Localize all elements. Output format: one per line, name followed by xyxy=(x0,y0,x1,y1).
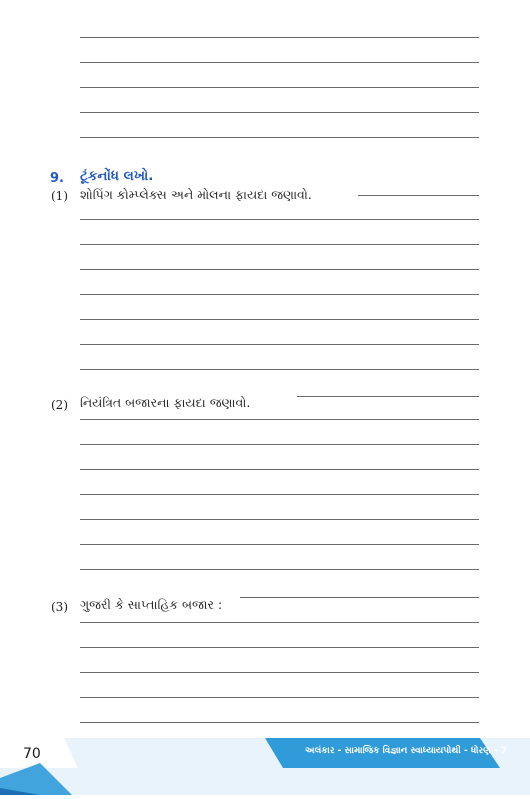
writing-line xyxy=(80,269,479,270)
writing-line xyxy=(80,369,479,370)
writing-line xyxy=(80,569,479,570)
subquestion-number: (3) xyxy=(51,600,68,614)
answer-line-inline xyxy=(358,195,479,196)
writing-line xyxy=(80,87,479,88)
question-number: 9. xyxy=(50,171,64,186)
subquestion-text: શોપિંગ કોમ્પ્લેક્સ અને મોલના ફાયદા જણાવો. xyxy=(80,187,312,202)
subquestion-text: નિયંત્રિત બજારના ફાયદા જણાવો. xyxy=(80,395,251,410)
writing-line xyxy=(80,344,479,345)
writing-line xyxy=(80,494,479,495)
writing-line xyxy=(80,697,479,698)
writing-line xyxy=(80,444,479,445)
subquestion-text: ગુજરી કે સાપ્તાહિક બજાર : xyxy=(80,597,223,612)
writing-line xyxy=(80,62,479,63)
writing-line xyxy=(80,544,479,545)
writing-line xyxy=(80,672,479,673)
writing-line xyxy=(80,294,479,295)
writing-line xyxy=(80,419,479,420)
page-footer xyxy=(0,738,530,795)
writing-line xyxy=(80,112,479,113)
writing-line xyxy=(80,219,479,220)
writing-line xyxy=(80,37,479,38)
page-number: 70 xyxy=(23,746,41,762)
subquestion-number: (2) xyxy=(51,398,68,412)
writing-line xyxy=(80,469,479,470)
book-title: અલંકાર - સામાજિક વિજ્ઞાન સ્વાધ્યાયપોથી - ધોરણ - 7 xyxy=(305,746,508,756)
writing-line xyxy=(80,519,479,520)
writing-line xyxy=(80,722,479,723)
writing-line xyxy=(80,319,479,320)
writing-line xyxy=(80,647,479,648)
writing-line xyxy=(80,622,479,623)
writing-line xyxy=(80,244,479,245)
question-title: ટૂંકનોંધ લખો. xyxy=(80,168,154,184)
answer-line-inline xyxy=(240,597,479,598)
subquestion-number: (1) xyxy=(51,189,68,203)
writing-line xyxy=(80,137,479,138)
answer-line-inline xyxy=(297,396,479,397)
